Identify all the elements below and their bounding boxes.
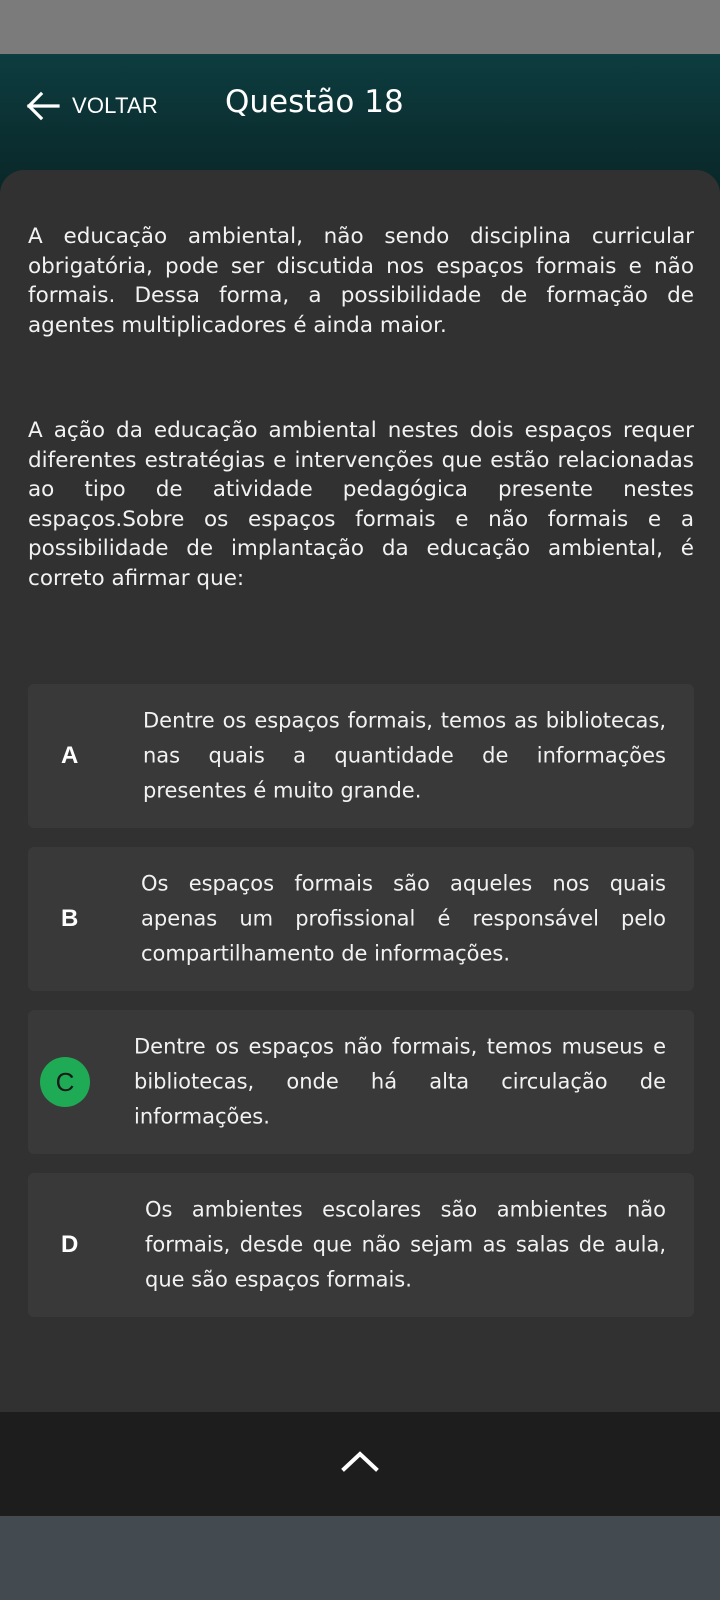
option-letter-b: B bbox=[61, 905, 79, 932]
status-bar bbox=[0, 0, 720, 54]
option-a[interactable] bbox=[28, 684, 694, 828]
question-content bbox=[0, 170, 720, 1412]
option-letter-d: D bbox=[61, 1231, 79, 1258]
arrow-left-icon bbox=[26, 91, 60, 121]
back-button[interactable] bbox=[26, 86, 158, 126]
back-label: VOLTAR bbox=[72, 93, 158, 118]
question-paragraph-2: A ação da educação ambiental nestes dois espaços requer diferentes estratégias e intervenções que estão relacionadas ao tipo de atividade pedagógica presente nestes espaços.Sobre os espaços formais e não formais e a possibilidade de implantação da educação ambiental, é correto afirmar que: bbox=[28, 418, 694, 591]
option-text-c: Dentre os espaços não formais, temos museus e bibliotecas, onde há alta circulação de informações. bbox=[134, 1034, 666, 1129]
question-paragraph-1: A educação ambiental, não sendo disciplina curricular obrigatória, pode ser discutida nos espaços formais e não formais. Dessa forma, a possibilidade de formação de agentes multiplicadores é ainda maior. bbox=[28, 224, 694, 338]
option-c[interactable] bbox=[28, 1010, 694, 1154]
option-d[interactable] bbox=[28, 1173, 694, 1317]
page-title: Questão 18 bbox=[225, 84, 404, 120]
chevron-up-icon[interactable] bbox=[340, 1447, 380, 1475]
bottom-bar bbox=[0, 1412, 720, 1516]
option-text-d: Os ambientes escolares são ambientes não formais, desde que não sejam as salas de aula, que são espaços formais. bbox=[145, 1197, 666, 1292]
option-letter-a: A bbox=[61, 742, 79, 769]
option-b[interactable] bbox=[28, 847, 694, 991]
system-nav-bar bbox=[0, 1516, 720, 1600]
option-letter-c-selected: C bbox=[40, 1057, 90, 1107]
option-text-a: Dentre os espaços formais, temos as bibliotecas, nas quais a quantidade de informações presentes é muito grande. bbox=[143, 708, 666, 803]
option-text-b: Os espaços formais são aqueles nos quais apenas um profissional é responsável pelo compartilhamento de informações. bbox=[141, 871, 666, 966]
